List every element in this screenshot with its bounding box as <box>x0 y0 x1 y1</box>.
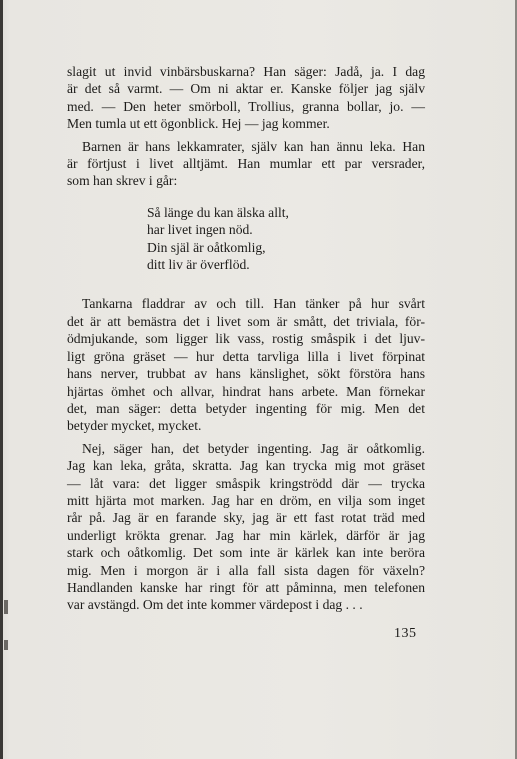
binding-edge <box>0 0 3 759</box>
text-line: mig. Men i morgon är i alla fall sista dagen för växeln? <box>67 562 425 578</box>
text-line: var avstängd. Om det inte kommer värdepost i dag . . . <box>67 597 363 613</box>
text-line: ligt gröna gräset — hur detta tarvliga lilla i livet förpinat <box>67 348 425 364</box>
verse-line: Din själ är oåtkomlig, <box>147 239 266 255</box>
verse-line: ditt liv är överflöd. <box>147 257 250 273</box>
text-line: mitt hjärta mot marken. Jag har en dröm, en vilja som inget <box>67 492 425 508</box>
body-text <box>67 63 425 614</box>
text-line: Barnen är hans lekkamrater, själv kan han ännu leka. Han <box>82 138 425 154</box>
text-line: som han skrev i går: <box>67 173 178 189</box>
margin-mark <box>4 640 8 650</box>
text-line: rår på. Jag är en farande sky, jag är ett fast rotat träd med <box>67 510 425 526</box>
page-number: 135 <box>394 626 417 641</box>
text-line: underligt krökta grenar. Jag har min kärlek, därför är jag <box>67 527 425 543</box>
text-line: med. — Den heter smörboll, Trollius, granna bollar, jo. — <box>67 98 425 114</box>
margin-mark <box>4 600 8 614</box>
verse-block <box>147 204 425 274</box>
text-line: det, man säger: detta betyder ingenting för mig. Men det <box>67 400 425 416</box>
paragraph <box>67 295 425 434</box>
text-line: är förtjust i livet alltjämt. Han mumlar ett par versrader, <box>67 156 425 172</box>
text-line: Handlanden kanske har ringt för att påminna, men telefonen <box>67 579 425 595</box>
paragraph <box>67 138 425 190</box>
text-line: stark och oåtkomlig. Det som inte är kärlek kan inte beröra <box>67 545 425 561</box>
text-line: Nej, säger han, det betyder ingenting. Jag är oåtkomlig. <box>82 440 425 456</box>
verse-line: Så länge du kan älska allt, <box>147 204 289 220</box>
text-line: Jag kan leka, gråta, skratta. Jag kan trycka mig mot gräset <box>67 458 425 474</box>
text-line: det är att bemästra det i livet som är smått, det triviala, för- <box>67 313 425 329</box>
text-line: är det så varmt. — Om ni aktar er. Kanske följer jag själv <box>67 81 425 97</box>
text-line: Men tumla ut ett ögonblick. Hej — jag kommer. <box>67 116 330 132</box>
text-line: betyder mycket, mycket. <box>67 418 202 434</box>
text-line: hans nerver, trubbat av hans känslighet, sökt förstöra hans <box>67 366 425 382</box>
text-line: Tankarna fladdrar av och till. Han tänker på hur svårt <box>82 296 425 312</box>
text-line: slagit ut invid vinbärsbuskarna? Han säger: Jadå, ja. I dag <box>67 64 425 79</box>
paragraph <box>67 63 425 133</box>
paragraph <box>67 440 425 614</box>
text-line: hjärtas ömhet och allvar, hindrat hans arbete. Man förnekar <box>67 383 425 399</box>
verse-line: har livet ingen nöd. <box>147 222 253 238</box>
text-line: ödmjukande, som ligger lik vass, rostig småspik i det ljuv- <box>67 331 425 347</box>
text-line: — låt vara: det ligger småspik kringströdd där — trycka <box>67 475 425 491</box>
